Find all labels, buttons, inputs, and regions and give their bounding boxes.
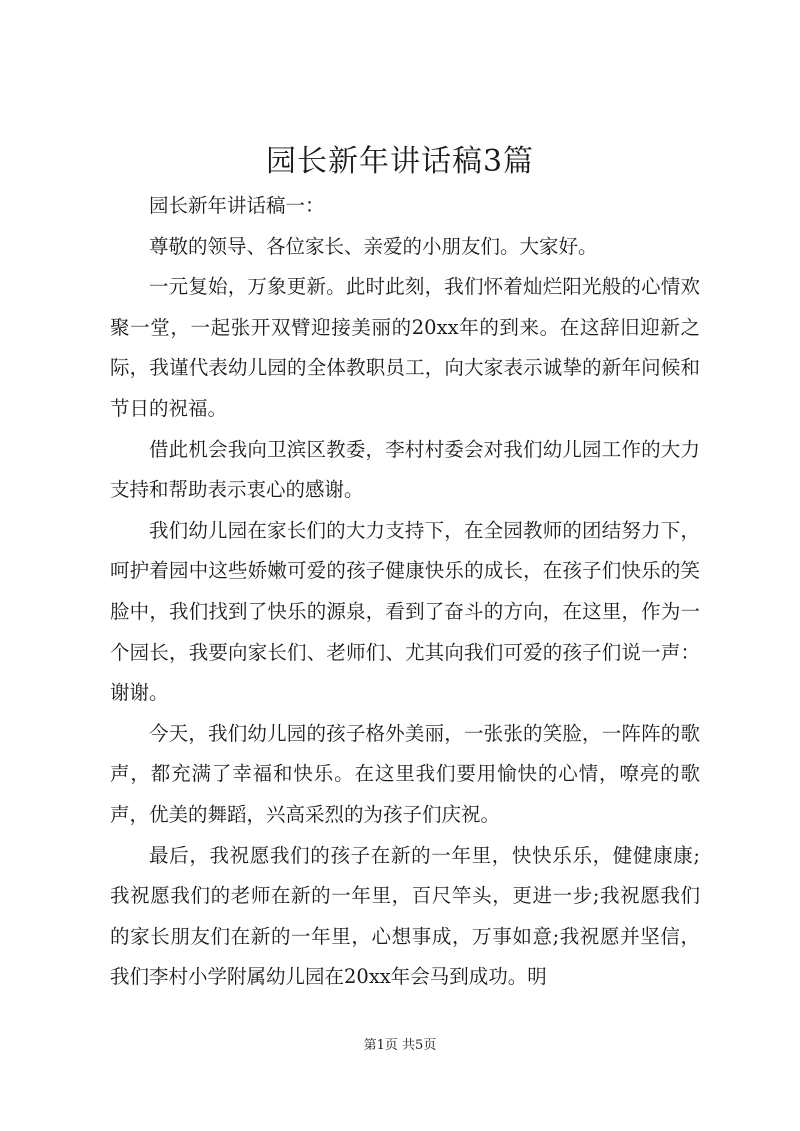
- paragraph: 尊敬的领导、各位家长、亲爱的小朋友们。大家好。: [149, 234, 598, 258]
- paragraph: 借此机会我向卫滨区教委，李村村委会对我们幼儿园工作的大力支持和帮助表示衷心的感谢。: [110, 437, 700, 502]
- document-title: 园长新年讲话稿3篇: [265, 144, 535, 179]
- paragraph: 最后，我祝愿我们的孩子在新的一年里，快快乐乐，健健康康;我祝愿我们的老师在新的一年里，百尺竿头，更进一步;我祝愿我们的家长朋友们在新的一年里，心想事成，万事如意;我祝愿并坚信，我们李村小学附属幼儿园在20xx年会马到成功。明: [110, 843, 700, 989]
- paragraph: 今天，我们幼儿园的孩子格外美丽，一张张的笑脸，一阵阵的歌声，都充满了幸福和快乐。在这里我们要用愉快的心情，嘹亮的歌声，优美的舞蹈，兴高采烈的为孩子们庆祝。: [110, 721, 700, 826]
- paragraph: 一元复始，万象更新。此时此刻，我们怀着灿烂阳光般的心情欢聚一堂，一起张开双臂迎接美丽的20xx年的到来。在这辞旧迎新之际，我谨代表幼儿园的全体教职员工，向大家表示诚挚的新年问候和节日的祝福。: [110, 275, 700, 420]
- page-number-footer: 第1页 共5页: [363, 1038, 437, 1053]
- document-body: [110, 186, 700, 998]
- paragraph: 我们幼儿园在家长们的大力支持下，在全园教师的团结努力下，呵护着园中这些娇嫩可爱的孩子健康快乐的成长，在孩子们快乐的笑脸中，我们找到了快乐的源泉，看到了奋斗的方向，在这里，作为一个园长，我要向家长们、老师们、尤其向我们可爱的孩子们说一声：谢谢。: [110, 518, 700, 705]
- paragraph: 园长新年讲话稿一：: [149, 194, 325, 217]
